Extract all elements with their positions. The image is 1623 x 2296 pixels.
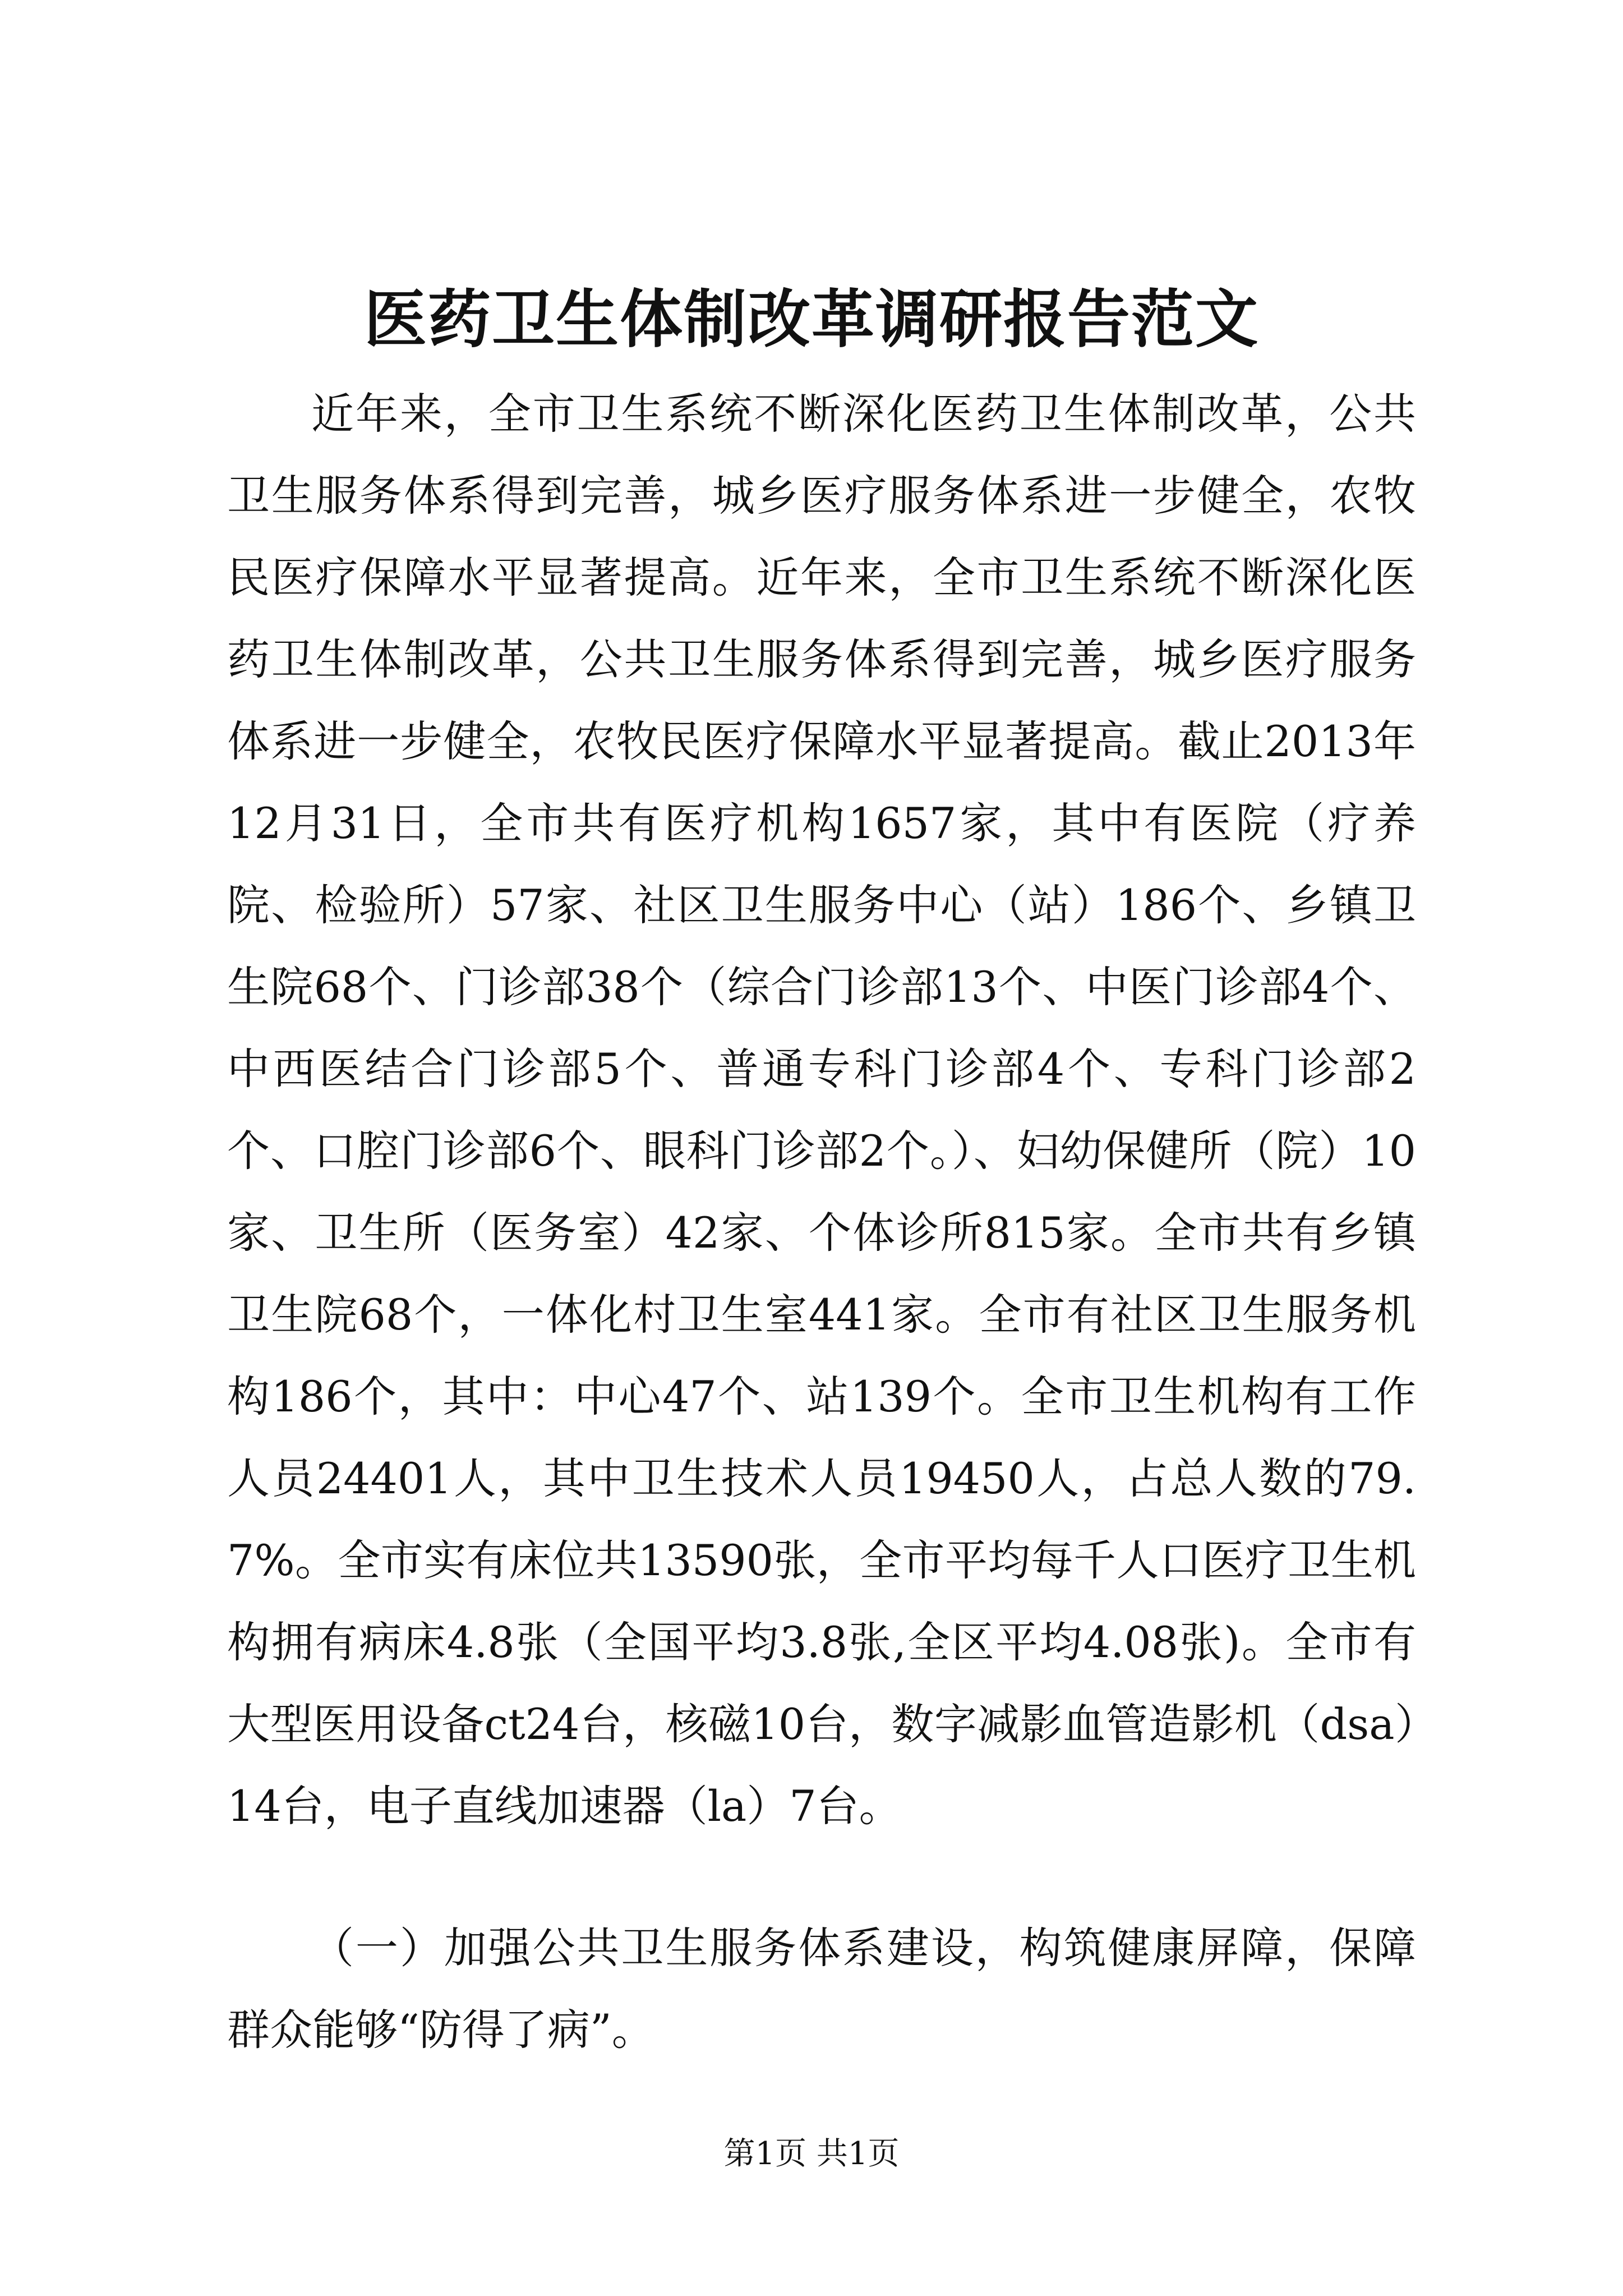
body-paragraph-2: （一）加强公共卫生服务体系建设，构筑健康屏障，保障群众能够“防得了病”。 (227, 1923, 1416, 2055)
body-paragraph-1: 近年来，全市卫生系统不断深化医药卫生体制改革，公共卫生服务体系得到完善，城乡医疗服务体系进一步健全，农牧民医疗保障水平显著提高。近年来，全市卫生系统不断深化医药卫生体制改革，公共卫生服务体系得到完善，城乡医疗服务体系进一步健全，农牧民医疗保障水平显著提高。截止2013年12月31日，全市共有医疗机构1657家，其中有医院（疗养院、检验所）57家、社区卫生服务中心（站）186个、乡镇卫生院68个、门诊部38个（综合门诊部13个、中医门诊部4个、中西医结合门诊部5个、普通专科门诊部4个、专科门诊部2个、口腔门诊部6个、眼科门诊部2个。）、妇幼保健所（院）10家、卫生所（医务室）42家、个体诊所815家。全市共有乡镇卫生院68个，一体化村卫生室441家。全市有社区卫生服务机构186个，其中：中心47个、站139个。全市卫生机构有工作人员24401人，其中卫生技术人员19450人，占总人数的79.7%。全市实有床位共13590张，全市平均每千人口医疗卫生机构拥有病床4.8张（全国平均3.8张,全区平均4.08张)。全市有大型医用设备ct24台，核磁10台，数字减影血管造影机（dsa）14台，电子直线加速器（la）7台。 (227, 389, 1416, 1831)
document-title: 医药卫生体制改革调研报告范文 (364, 283, 1259, 356)
page-footer: 第1页 共1页 (723, 2136, 900, 2172)
